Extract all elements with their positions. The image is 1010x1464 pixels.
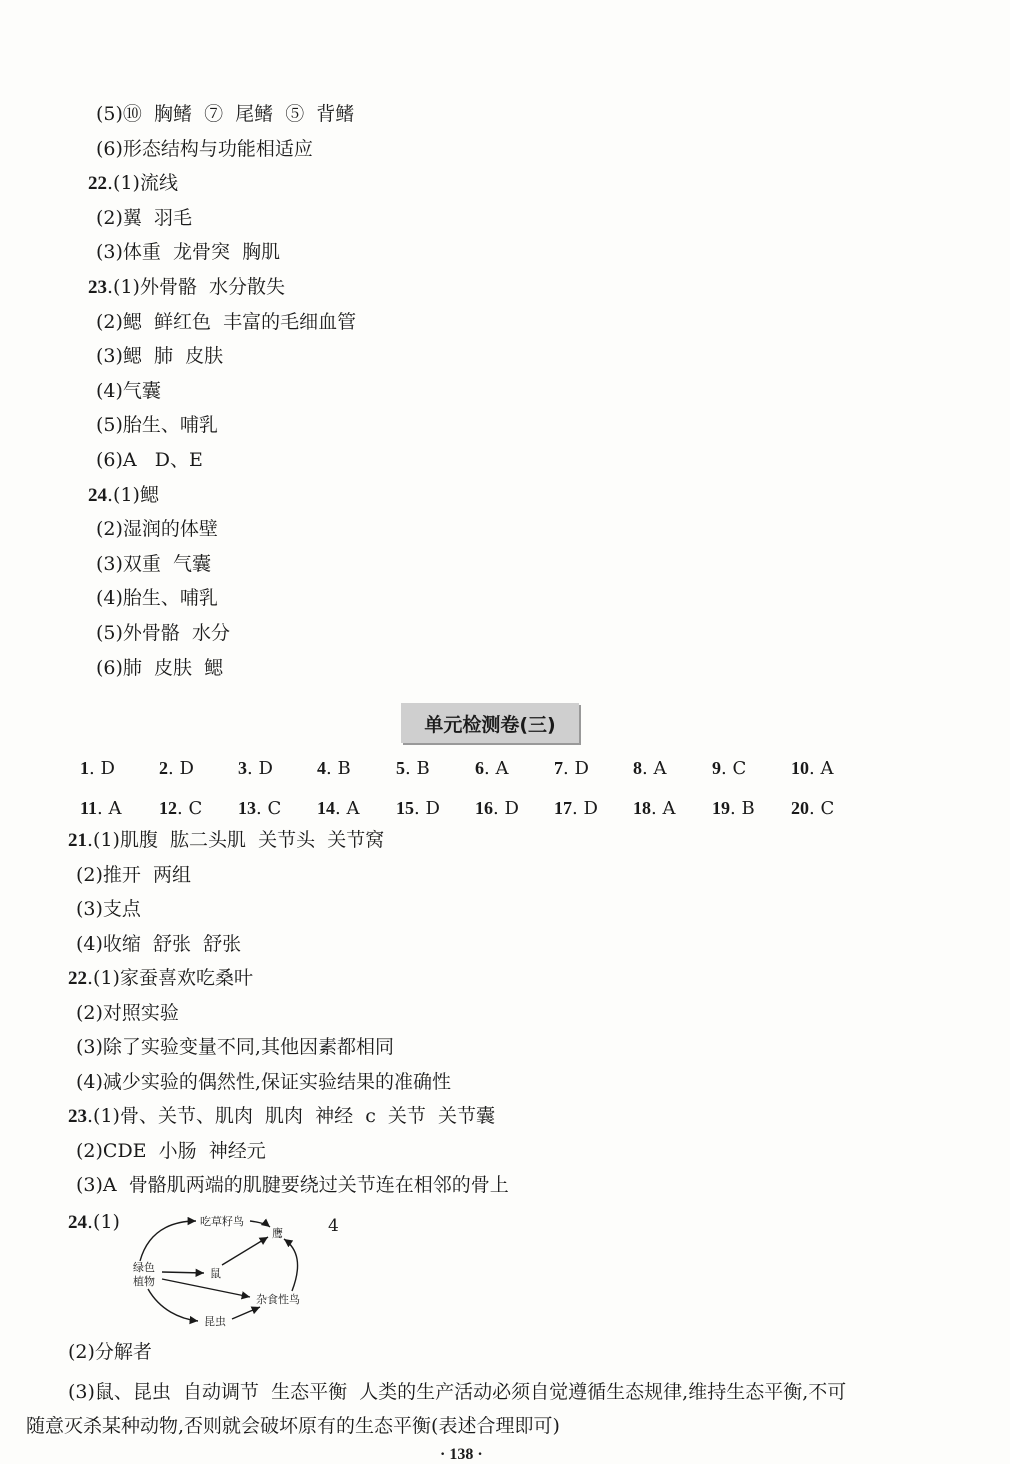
arrow-plant-insect	[148, 1289, 198, 1321]
page-number: · 138 ·	[440, 1446, 483, 1463]
answer-line: (5)⑩ 胸鳍 ⑦ 尾鳍 ⑤ 背鳍	[96, 103, 355, 125]
answer-line: (6)肺 皮肤 鳃	[96, 656, 224, 679]
mc-answer: 20. C	[791, 798, 835, 819]
q24-part3-line2: 随意灭杀某种动物,否则就会破坏原有的生态平衡(表述合理即可)	[26, 1415, 560, 1437]
answer-line: (5)外骨骼 水分	[96, 622, 230, 644]
mc-answer: 18. A	[633, 798, 676, 819]
mc-answer: 7. D	[554, 758, 589, 779]
arrow-mouse-eagle	[222, 1237, 268, 1265]
answer-line: (4)收缩 舒张 舒张	[76, 932, 242, 955]
mc-answer: 10. A	[791, 758, 834, 779]
arrow-plant-birdseed	[140, 1221, 196, 1261]
answer-line: 22.(1)家蚕喜欢吃桑叶	[68, 967, 253, 989]
multiple-choice-row-2	[80, 798, 880, 824]
arrow-omnibird-eagle	[284, 1239, 298, 1291]
food-web-diagram	[120, 1205, 320, 1335]
answer-line: (2)对照实验	[76, 1001, 179, 1024]
q24-part2: (2)分解者	[68, 1341, 152, 1363]
q24-count: 4	[328, 1216, 339, 1236]
node-plant-1: 绿色	[133, 1261, 155, 1274]
answer-line: (2)推开 两组	[76, 863, 191, 886]
node-mouse: 鼠	[210, 1267, 221, 1280]
answer-line: (3)鳃 肺 皮肤	[96, 345, 224, 368]
answer-line: (5)胎生、哺乳	[96, 414, 218, 437]
mc-answer: 5. B	[396, 758, 430, 779]
mc-answer: 1. D	[80, 758, 115, 779]
mc-answer: 2. D	[159, 758, 194, 779]
arrow-plant-omnibird	[162, 1279, 250, 1297]
answer-line: (3)除了实验变量不同,其他因素都相同	[76, 1036, 394, 1058]
mc-answer: 9. C	[712, 758, 747, 779]
mc-answer: 13. C	[238, 798, 282, 819]
arrow-birdseed-eagle	[250, 1221, 270, 1227]
answer-line: (2)翼 羽毛	[96, 206, 192, 229]
answer-line: (3)A 骨骼肌两端的肌腱要绕过关节连在相邻的骨上	[76, 1174, 509, 1196]
node-insect: 昆虫	[204, 1315, 226, 1328]
answer-line: (2)CDE 小肠 神经元	[76, 1139, 266, 1162]
answer-line: 24.(1)鳃	[88, 483, 159, 506]
arrow-plant-mouse	[162, 1272, 204, 1273]
answer-line: (2)湿润的体壁	[96, 518, 218, 541]
multiple-choice-row-1	[80, 758, 880, 784]
arrow-insect-omnibird	[232, 1307, 260, 1319]
mc-answer: 17. D	[554, 798, 598, 819]
mc-answer: 11. A	[80, 798, 122, 819]
answer-line: (6)形态结构与功能相适应	[96, 137, 313, 160]
q24-part3-line1: (3)鼠、昆虫 自动调节 生态平衡 人类的生产活动必须自觉遵循生态规律,维持生态平衡,不可	[68, 1381, 847, 1403]
node-omni-bird: 杂食性鸟	[256, 1293, 300, 1306]
answer-line: (4)减少实验的偶然性,保证实验结果的准确性	[76, 1070, 451, 1093]
node-bird-seed: 吃草籽鸟	[200, 1215, 244, 1228]
mc-answer: 8. A	[633, 758, 667, 779]
mc-answer: 14. A	[317, 798, 360, 819]
answer-line: (4)胎生、哺乳	[96, 587, 218, 610]
mc-answer: 12. C	[159, 798, 203, 819]
section-title	[401, 703, 579, 743]
answer-line: 21.(1)肌腹 肱二头肌 关节头 关节窝	[68, 829, 385, 851]
mc-answer: 4. B	[317, 758, 351, 779]
node-eagle: 鹰	[272, 1227, 283, 1240]
mc-answer: 16. D	[475, 798, 519, 819]
answer-line: (6)A D、E	[96, 449, 203, 471]
answer-line: 23.(1)骨、关节、肌肉 肌肉 神经 c 关节 关节囊	[68, 1105, 495, 1127]
section-title-text: 单元检测卷(三)	[424, 713, 556, 736]
mc-answer: 15. D	[396, 798, 440, 819]
mc-answer: 19. B	[712, 798, 755, 819]
answer-line: (4)气囊	[96, 379, 161, 402]
answer-line: (3)体重 龙骨突 胸肌	[96, 241, 281, 264]
answer-line: (2)鳃 鲜红色 丰富的毛细血管	[96, 310, 357, 333]
answer-line: 22.(1)流线	[88, 172, 178, 195]
answer-line: (3)支点	[76, 898, 141, 920]
node-plant-2: 植物	[133, 1275, 155, 1288]
answer-line: (3)双重 气囊	[96, 552, 211, 575]
mc-answer: 3. D	[238, 758, 273, 779]
q24-label: 24.(1)	[68, 1211, 120, 1233]
answer-line: 23.(1)外骨骼 水分散失	[88, 276, 286, 298]
mc-answer: 6. A	[475, 758, 509, 779]
